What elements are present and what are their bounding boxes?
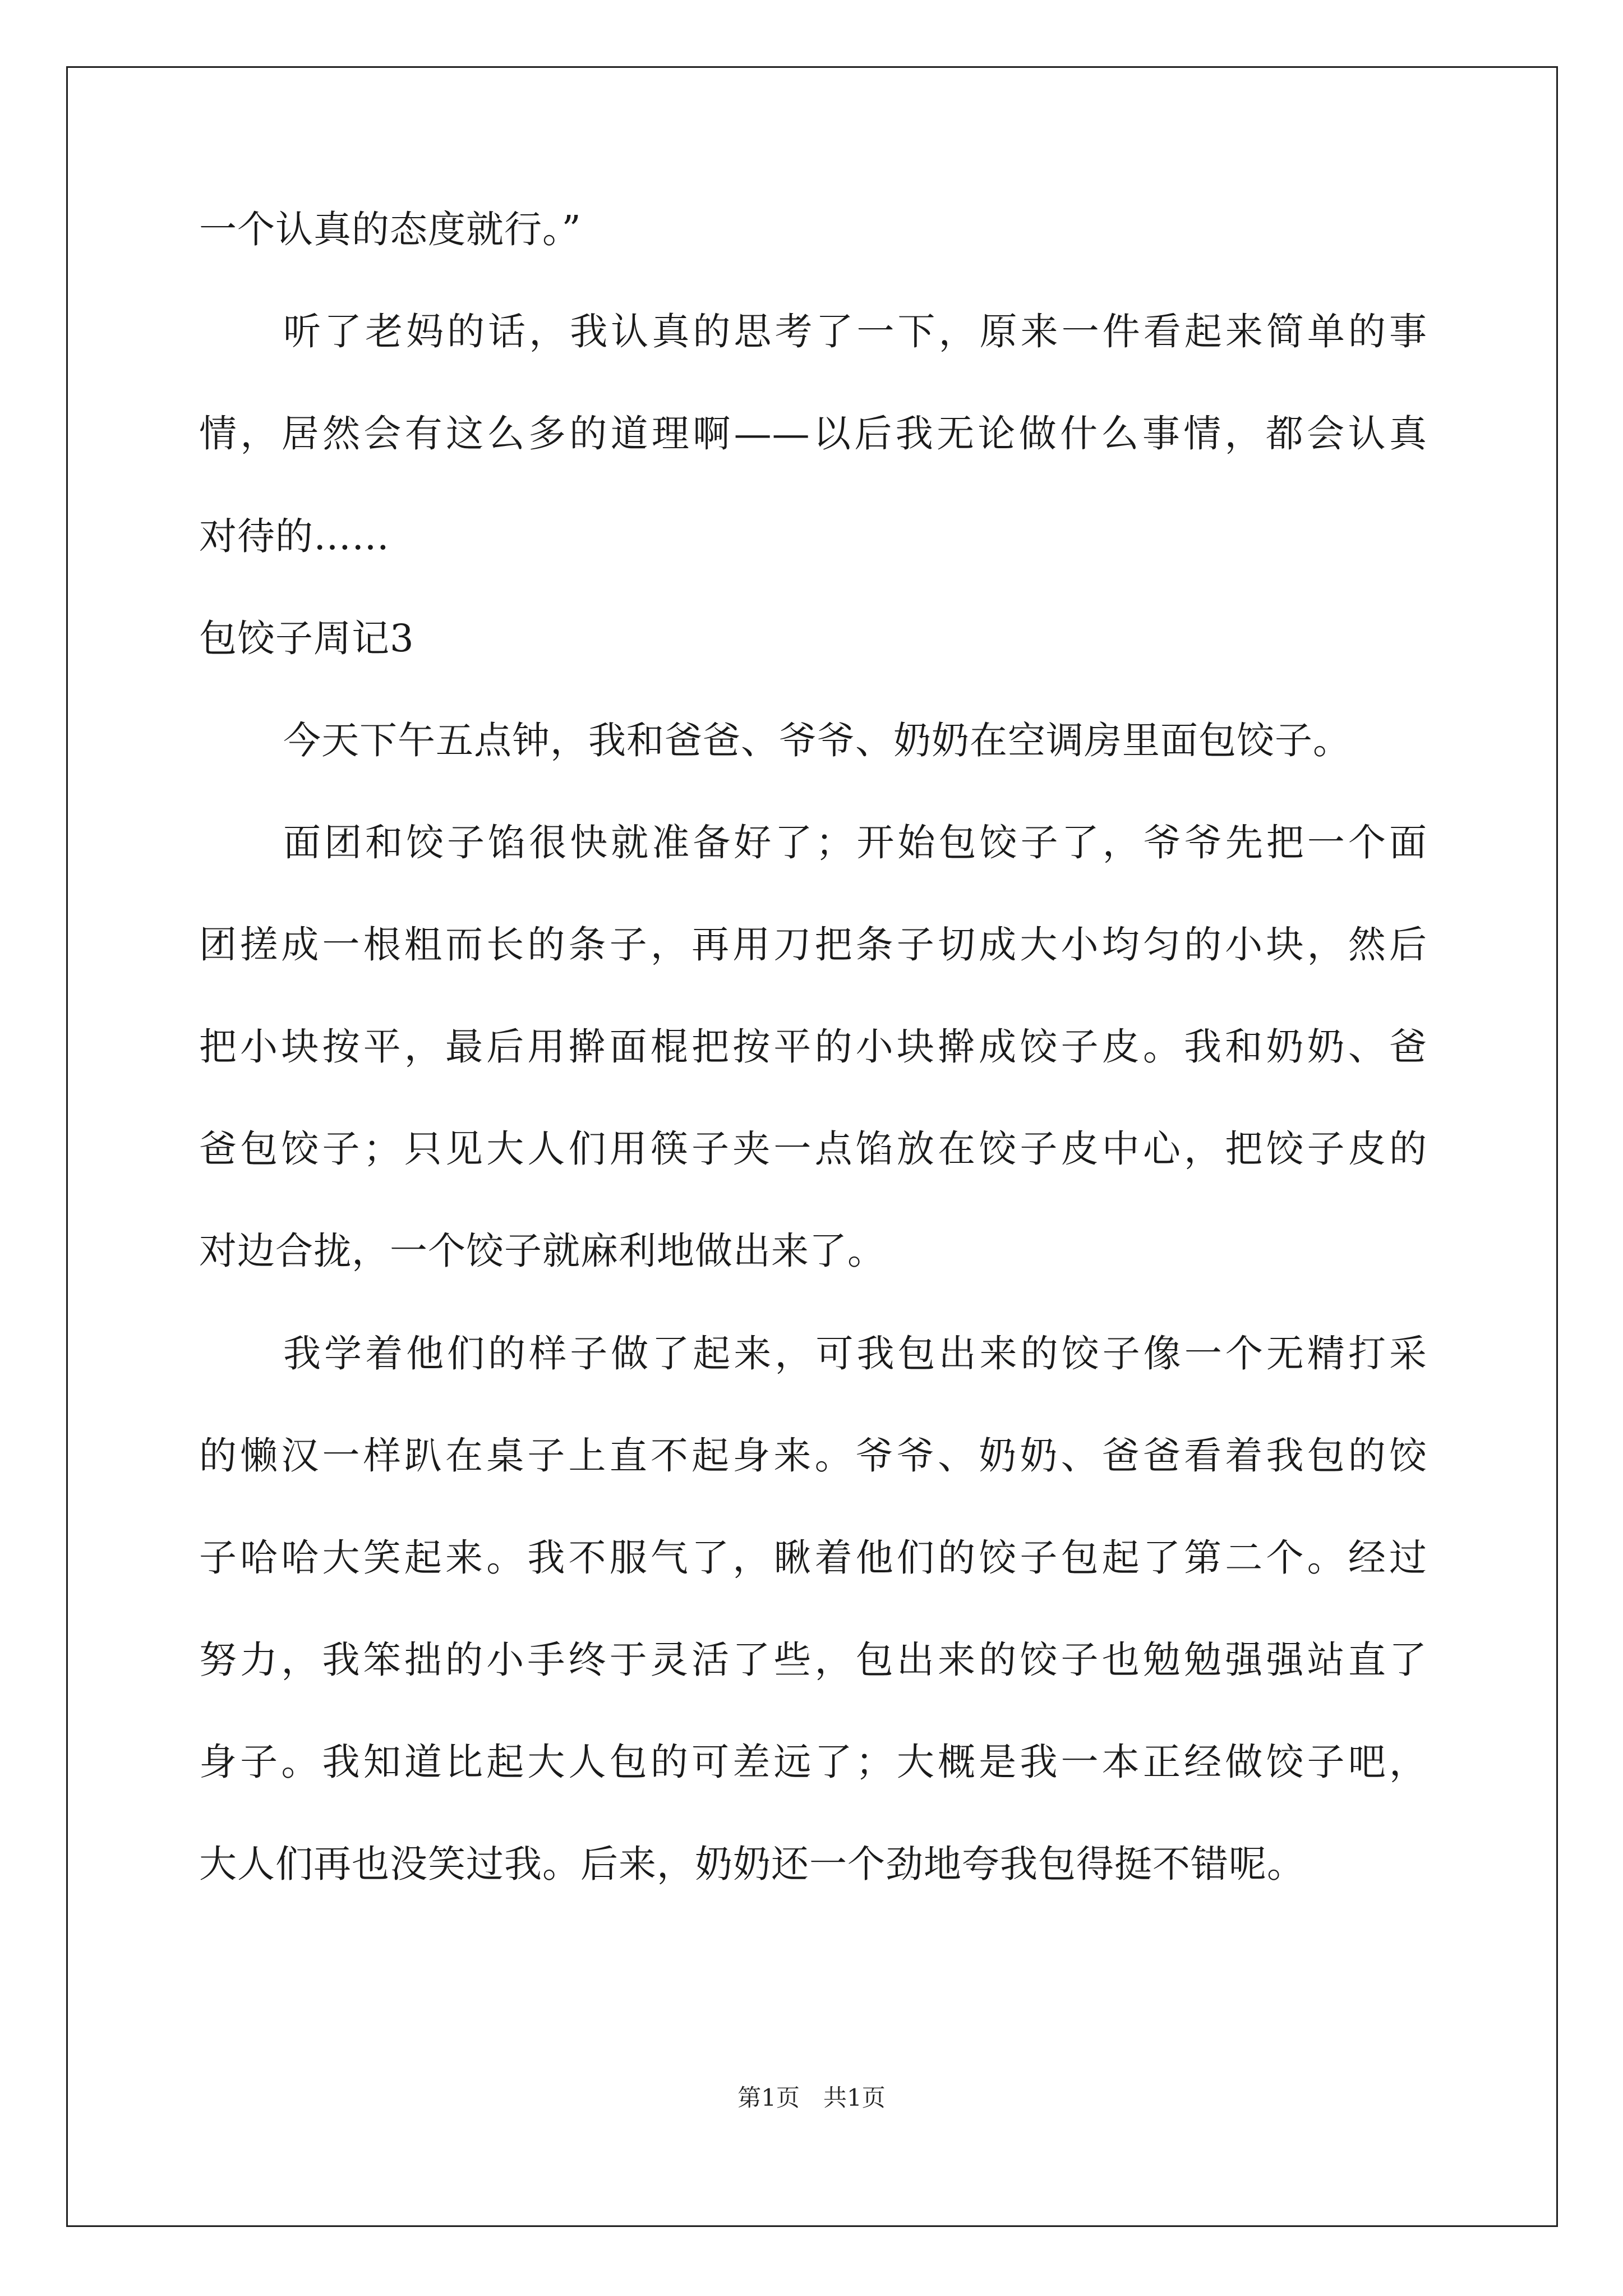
paragraph-start-line: 我学着他们的样子做了起来，可我包出来的饺子像一个无精打采: [283, 1332, 1427, 1375]
text-line: 努力，我笨拙的小手终于灵活了些，包出来的饺子也勉勉强强站直了: [199, 1638, 1427, 1682]
text-line: 团搓成一根粗而长的条子，再用刀把条子切成大小均匀的小块，然后: [199, 923, 1427, 967]
text-line: 一个认真的态度就行。”: [199, 208, 582, 251]
text-line: 大人们再也没笑过我。后来，奶奶还一个劲地夸我包得挺不错呢。: [199, 1842, 1305, 1886]
text-line: 把小块按平，最后用擀面棍把按平的小块擀成饺子皮。我和奶奶、爸: [199, 1025, 1427, 1069]
paragraph-start-line: 面团和饺子馅很快就准备好了；开始包饺子了，爷爷先把一个面: [283, 821, 1427, 864]
section-heading: 包饺子周记3: [199, 616, 414, 660]
page-number-footer: 第1页 共1页: [737, 2084, 886, 2111]
text-line: 爸包饺子；只见大人们用筷子夹一点馅放在饺子皮中心，把饺子皮的: [199, 1127, 1427, 1171]
text-line: 身子。我知道比起大人包的可差远了；大概是我一本正经做饺子吧，: [199, 1740, 1427, 1784]
text-line: 对待的……: [199, 514, 390, 558]
paragraph-start-line: 今天下午五点钟，我和爸爸、爷爷、奶奶在空调房里面包饺子。: [283, 719, 1351, 762]
text-line: 对边合拢，一个饺子就麻利地做出来了。: [199, 1229, 886, 1273]
text-line: 情，居然会有这么多的道理啊——以后我无论做什么事情，都会认真: [199, 412, 1427, 455]
text-line: 的懒汉一样趴在桌子上直不起身来。爷爷、奶奶、爸爸看着我包的饺: [199, 1434, 1427, 1478]
paragraph-start-line: 听了老妈的话，我认真的思考了一下，原来一件看起来简单的事: [283, 310, 1427, 353]
text-line: 子哈哈大笑起来。我不服气了，瞅着他们的饺子包起了第二个。经过: [199, 1536, 1427, 1580]
